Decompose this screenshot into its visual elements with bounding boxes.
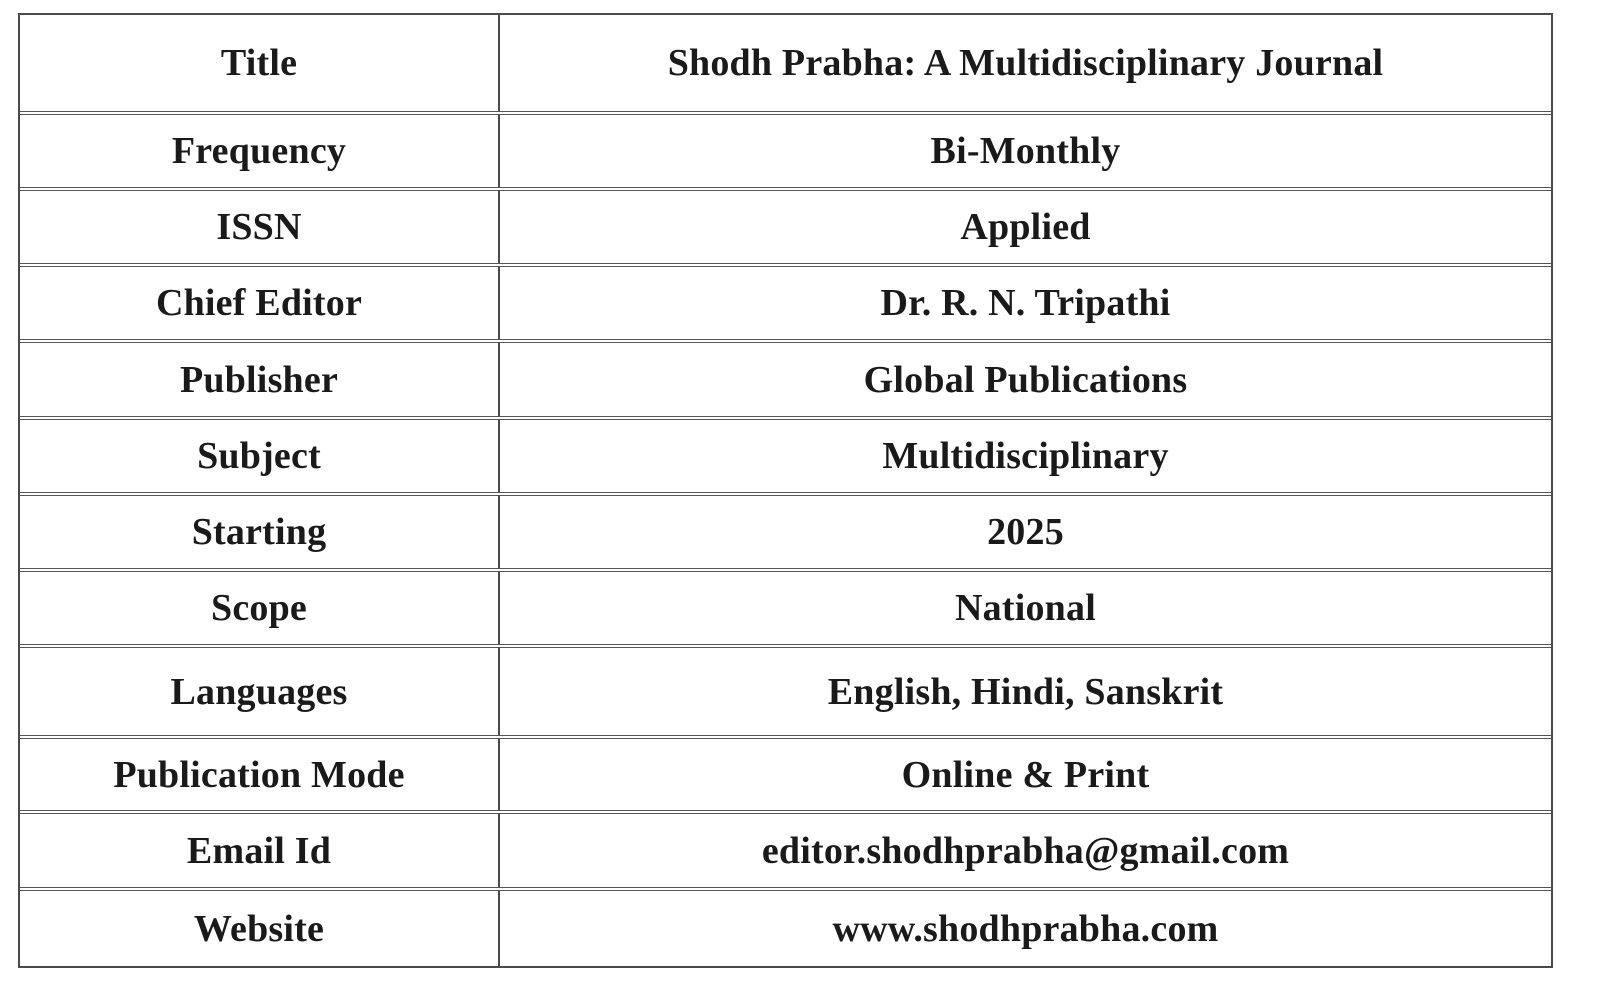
table-row <box>20 891 1551 966</box>
table-row <box>20 191 1551 267</box>
table-row <box>20 420 1551 496</box>
row-value: Multidisciplinary <box>882 435 1169 477</box>
row-value: Applied <box>960 206 1091 248</box>
row-label: Publisher <box>20 343 500 416</box>
table-row <box>20 115 1551 191</box>
table-row <box>20 648 1551 739</box>
table-row <box>20 343 1551 420</box>
row-label: Subject <box>20 420 500 492</box>
row-label: Starting <box>20 496 500 568</box>
row-label: Scope <box>20 572 500 644</box>
row-value: www.shodhprabha.com <box>832 907 1219 950</box>
table-row <box>20 572 1551 648</box>
row-value: National <box>955 587 1096 629</box>
journal-info-table <box>18 13 1553 968</box>
table-row <box>20 739 1551 814</box>
table-row <box>20 814 1551 891</box>
row-label: ISSN <box>20 191 500 263</box>
row-value: English, Hindi, Sanskrit <box>827 670 1224 713</box>
row-label: Email Id <box>20 814 500 887</box>
row-label: Website <box>20 891 500 966</box>
table-row <box>20 15 1551 115</box>
row-value: editor.shodhprabha@gmail.com <box>761 829 1290 872</box>
table-row <box>20 267 1551 343</box>
row-value: Dr. R. N. Tripathi <box>880 282 1171 324</box>
row-label: Publication Mode <box>20 739 500 810</box>
row-label: Frequency <box>20 115 500 187</box>
row-value: Bi-Monthly <box>930 130 1121 172</box>
row-value: Online & Print <box>901 753 1150 796</box>
row-label: Title <box>20 15 500 111</box>
row-label: Languages <box>20 648 500 735</box>
table-row <box>20 496 1551 572</box>
row-label: Chief Editor <box>20 267 500 339</box>
row-value: Global Publications <box>863 358 1188 401</box>
row-value: Shodh Prabha: A Multidisciplinary Journal <box>667 42 1384 84</box>
row-value: 2025 <box>987 511 1064 553</box>
